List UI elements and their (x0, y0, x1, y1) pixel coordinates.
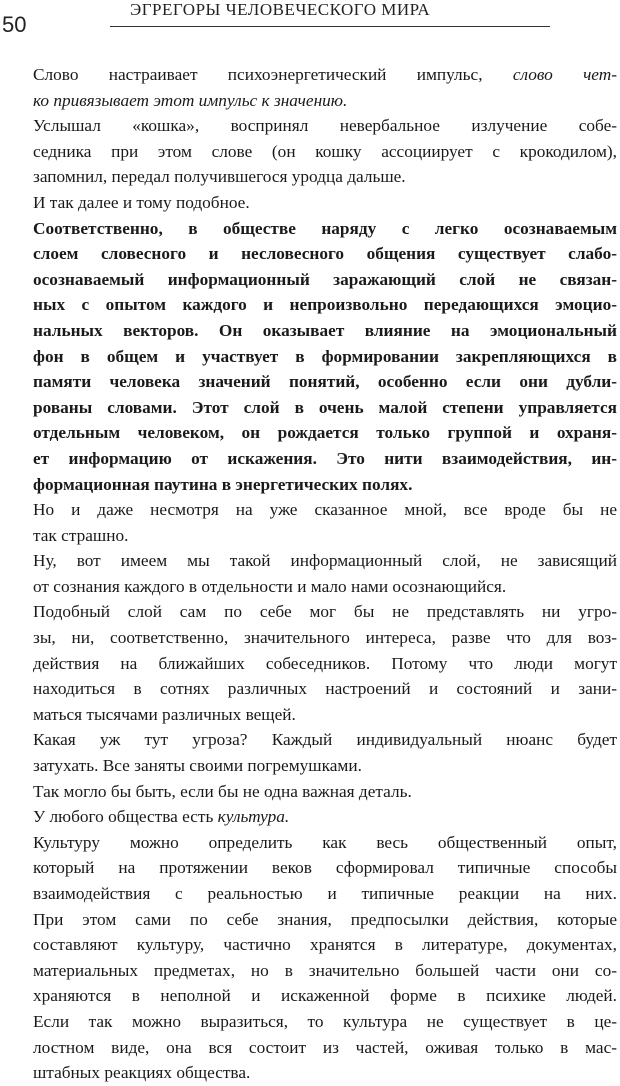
text-segment: ных с опытом каждого и непроизвольно передающихся эмоцио- (33, 295, 617, 315)
text-line (33, 62, 617, 88)
text-line (33, 651, 617, 677)
text-line (33, 369, 617, 395)
text-line (33, 1009, 617, 1035)
text-segment: У любого общества есть (33, 807, 218, 827)
text-segment: штабных реакциях общества. (33, 1063, 251, 1083)
text-segment: Но и даже несмотря на уже сказанное мной, все вроде бы не (33, 500, 617, 520)
text-segment: взаимодействия с реальностью и типичные реакции на них. (33, 884, 617, 903)
text-segment: рованы словами. Этот слой в очень малой степени управляется (33, 397, 617, 417)
text-line (33, 702, 617, 728)
text-segment: фон в общем и участвует в формировании закрепляющихся в (33, 346, 617, 366)
text-segment: седника при этом слове (он кошку ассоциирует с крокодилом), (33, 141, 617, 161)
text-segment: который на протяжении веков сформировал типичные способы (33, 858, 617, 878)
text-line (33, 446, 617, 472)
text-line (33, 855, 617, 881)
text-line (33, 395, 617, 421)
text-segment: ет информацию от искажения. Это нити взаимодействия, ин- (33, 448, 617, 468)
text-segment: Подобный слой сам по себе мог бы не представлять ни угро- (33, 602, 617, 622)
running-title: ЭГРЕГОРЫ ЧЕЛОВЕЧЕСКОГО МИРА (130, 0, 431, 19)
page-number: 50 (2, 12, 27, 37)
text-line (33, 241, 617, 267)
text-line (33, 907, 617, 933)
text-segment: нальных векторов. Он оказывает влияние на эмоциональный (33, 320, 617, 340)
text-line (33, 1060, 617, 1086)
header-rule (110, 26, 550, 27)
text-segment: Соответственно, в обществе наряду с легко осознаваемым (33, 218, 617, 238)
text-segment: Услышал «кошка», воспринял невербальное излучение собе- (33, 116, 617, 136)
text-segment: слоем словесного и несловесного общения существует слабо- (33, 244, 617, 264)
text-segment: находиться в сотнях различных настроений и состояний и зани- (33, 679, 617, 699)
text-segment: формационная паутина в энергетических полях. (33, 474, 413, 494)
text-line (33, 753, 617, 779)
text-line (33, 983, 617, 1009)
text-line (33, 727, 617, 753)
text-line (33, 804, 617, 830)
text-segment: Если так можно выразиться, то культура не существует в це- (33, 1011, 617, 1031)
text-line (33, 292, 617, 318)
text-line (33, 932, 617, 958)
text-line (33, 113, 617, 139)
text-line (33, 472, 617, 498)
text-line (33, 1035, 617, 1061)
text-line (33, 958, 617, 984)
text-segment: лостном виде, она вся состоит из частей, оживая только в мас- (33, 1037, 617, 1057)
text-line (33, 216, 617, 242)
text-line (33, 420, 617, 446)
text-segment: храняются в неполной и искаженной форме в психике людей. (33, 986, 617, 1006)
text-line (33, 548, 617, 574)
text-segment: памяти человека значений понятий, особенно если они дубли- (33, 372, 617, 392)
text-line (33, 676, 617, 702)
text-line (33, 318, 617, 344)
text-segment: Так могло бы быть, если бы не одна важная деталь. (33, 781, 412, 801)
text-line (33, 523, 617, 549)
text-segment: затухать. Все заняты своими погремушками. (33, 756, 362, 776)
text-segment: Слово настраивает психоэнергетический импульс, (33, 65, 513, 84)
text-segment: маться тысячами различных вещей. (33, 704, 296, 724)
text-segment: осознаваемый информационный заражающий слой не связан- (33, 269, 617, 289)
text-segment: ко привязывает этот импульс к значению. (33, 90, 348, 110)
text-line (33, 190, 617, 216)
text-line (33, 88, 617, 114)
text-segment: действия на ближайших собеседников. Потому что люди могут (33, 653, 617, 673)
text-line (33, 574, 617, 600)
text-line (33, 599, 617, 625)
text-segment: И так далее и тому подобное. (33, 192, 250, 212)
text-segment: Культуру можно определить как весь общественный опыт, (33, 832, 617, 852)
text-segment: При этом сами по себе знания, предпосылки действия, которые (33, 909, 617, 929)
text-segment: так страшно. (33, 525, 129, 545)
text-line (33, 497, 617, 523)
text-segment: материальных предметах, но в значительно большей части они со- (33, 960, 617, 980)
text-segment: слово чет- (512, 65, 617, 84)
text-segment: культура. (217, 807, 290, 827)
text-line (33, 164, 617, 190)
text-line (33, 830, 617, 856)
text-line (33, 779, 617, 805)
text-segment: запомнил, передал получившегося уродца дальше. (33, 167, 406, 187)
text-segment: от сознания каждого в отдельности и мало нами осознающийся. (33, 576, 507, 596)
text-line (33, 881, 617, 907)
text-line (33, 344, 617, 370)
text-line (33, 267, 617, 293)
text-segment: составляют культуру, частично хранятся в литературе, документах, (33, 935, 617, 955)
body-text (33, 62, 617, 1086)
text-line (33, 625, 617, 651)
text-line (33, 139, 617, 165)
text-segment: отдельным человеком, он рождается только группой и охраня- (33, 423, 617, 443)
text-segment: Ну, вот имеем мы такой информационный слой, не зависящий (33, 551, 617, 571)
text-segment: зы, ни, соответственно, значительного интереса, разве что для воз- (33, 628, 617, 648)
text-segment: Какая уж тут угроза? Каждый индивидуальный нюанс будет (33, 730, 617, 750)
